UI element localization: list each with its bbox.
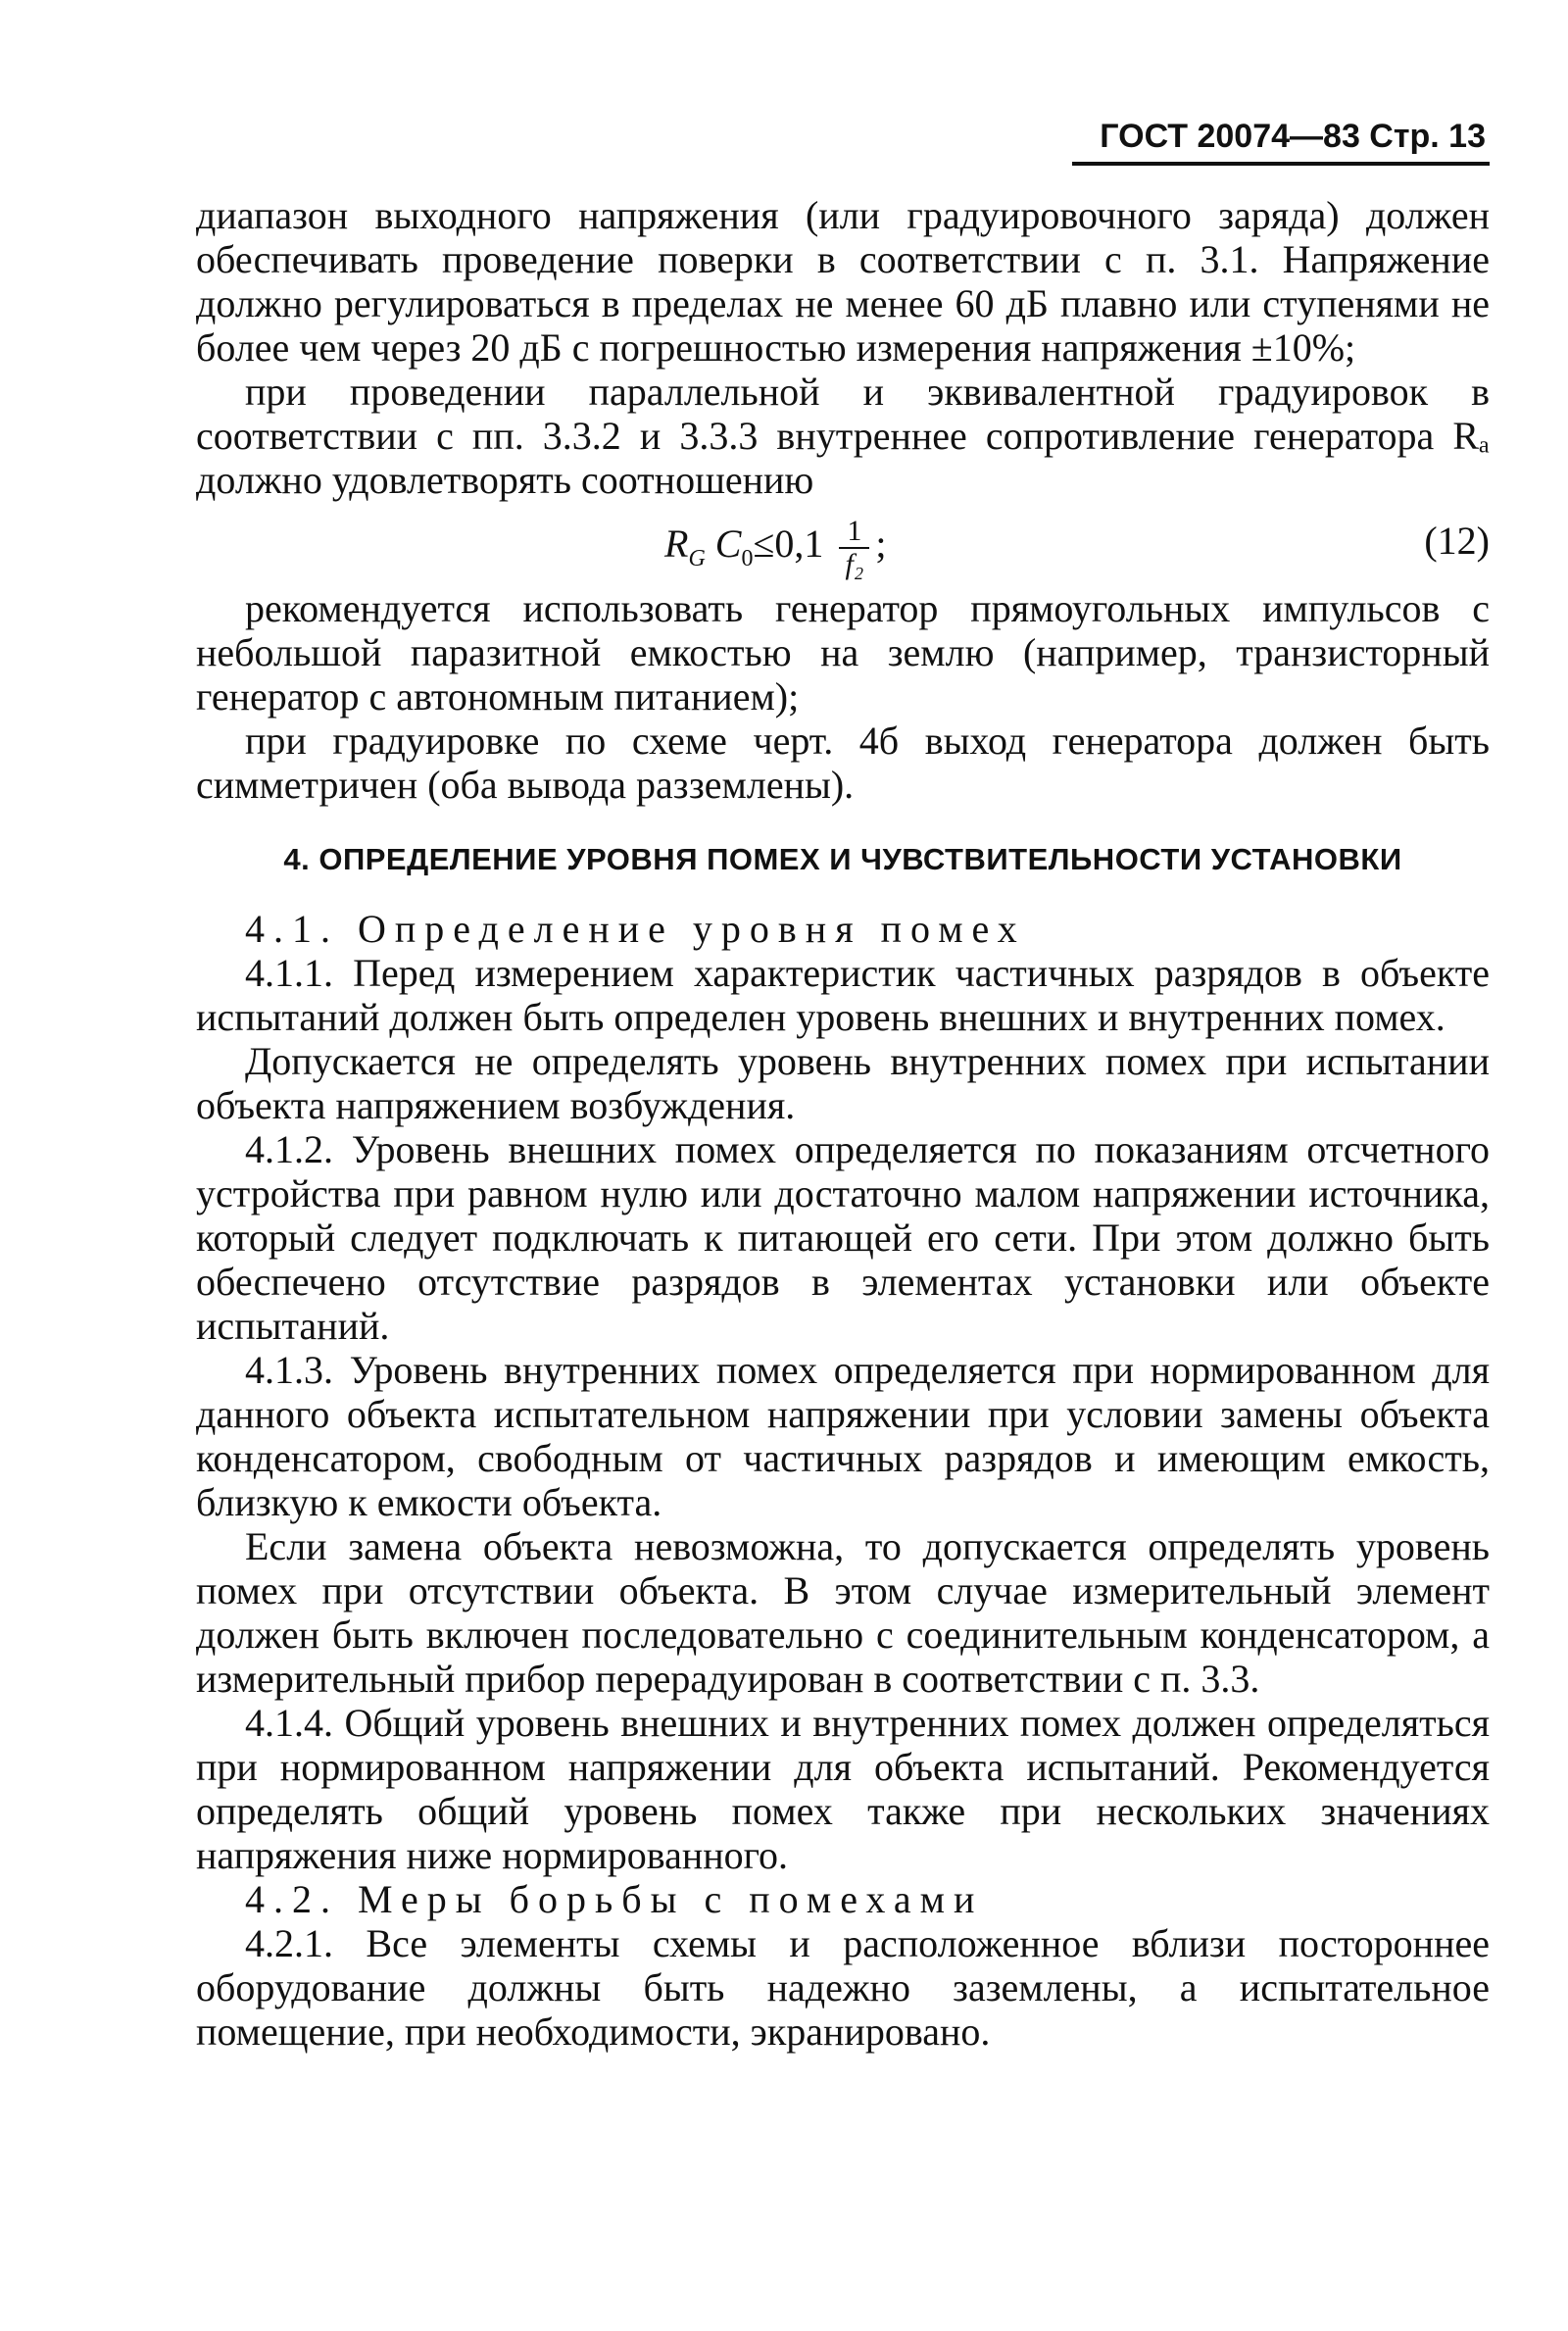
formula-r-sub: G: [688, 546, 706, 572]
formula-expression: [664, 516, 887, 580]
formula-12: [196, 510, 1490, 580]
subsection-title-4-1: 4.1. Определение уровня помех: [245, 907, 1026, 951]
formula-relation: ≤0,1: [753, 521, 824, 567]
formula-number: (12): [1424, 519, 1490, 563]
formula-c: C: [714, 521, 742, 567]
paragraph-4-1-3: 4.1.3. Уровень внутренних помех определяется при нормированном для данного объекта испытательном напряжении при условии замены объекта конденсатором, свободным от частичных разрядов и имеющим емкость, близкую к емкости объекта.: [196, 1348, 1490, 1524]
header-rule: [1072, 162, 1490, 166]
paragraph-4-1-4: 4.1.4. Общий уровень внешних и внутренних помех должен определяться при нормированном напряжении для объекта испытаний. Рекомендуется определять общий уровень помех также при нескольких значениях напряжения ниже нормированного.: [196, 1701, 1490, 1877]
formula-numerator: 1: [839, 516, 869, 549]
formula-denominator: f₂: [845, 548, 864, 580]
page-header: ГОСТ 20074—83 Стр. 13: [1100, 118, 1486, 155]
paragraph-4-1-1: 4.1.1. Перед измерением характеристик частичных разрядов в объекте испытаний должен быть определен уровень внешних и внутренних помех.: [196, 951, 1490, 1039]
paragraph-generator-resistance: при проведении параллельной и эквивалентной градуировок в соответствии с пп. 3.3.2 и 3.3.3 внутреннее сопротивление генератора Rₐ должно удовлетворять соотношению: [196, 370, 1490, 502]
paragraph-recommendation: рекомендуется использовать генератор прямоугольных импульсов с небольшой паразитной емкостью на землю (например, транзисторный генератор с автономным питанием);: [196, 586, 1490, 719]
paragraph-range: диапазон выходного напряжения (или градуировочного заряда) должен обеспечивать проведение поверки в соответствии с п. 3.1. Напряжение должно регулироваться в пределах не менее 60 дБ плавно или ступенями не более чем через 20 дБ с погрешностью измерения напряжения ±10%;: [196, 193, 1490, 370]
formula-c-sub: 0: [741, 546, 754, 572]
formula-tail: ;: [875, 521, 887, 567]
section-title: 4. ОПРЕДЕЛЕНИЕ УРОВНЯ ПОМЕХ И ЧУВСТВИТЕЛЬНОСТИ УСТАНОВКИ: [283, 842, 1402, 876]
formula-fraction: [839, 516, 869, 580]
paragraph-4-1-1-note: Допускается не определять уровень внутренних помех при испытании объекта напряжением возбуждения.: [196, 1039, 1490, 1127]
document-page: [196, 118, 1490, 2054]
paragraph-4-1-3-note: Если замена объекта невозможна, то допускается определять уровень помех при отсутствии объекта. В этом случае измерительный элемент должен быть включен последовательно с соединительным конденсатором, а измерительный прибор перерадуирован в соответствии с п. 3.3.: [196, 1524, 1490, 1701]
paragraph-4-1-2: 4.1.2. Уровень внешних помех определяется по показаниям отсчетного устройства при равном нулю или достаточно малом напряжении источника, который следует подключать к питающей его сети. При этом должно быть обеспечено отсутствие разрядов в элементах установки или объекте испытаний.: [196, 1127, 1490, 1348]
paragraph-4-2-1: 4.2.1. Все элементы схемы и расположенное вблизи постороннее оборудование должны быть надежно заземлены, а испытательное помещение, при необходимости, экранировано.: [196, 1921, 1490, 2054]
formula-r: R: [664, 521, 689, 567]
subsection-title-4-2: 4.2. Меры борьбы с помехами: [245, 1877, 984, 1921]
paragraph-symmetry: при градуировке по схеме черт. 4б выход генератора должен быть симметричен (оба вывода разземлены).: [196, 719, 1490, 807]
